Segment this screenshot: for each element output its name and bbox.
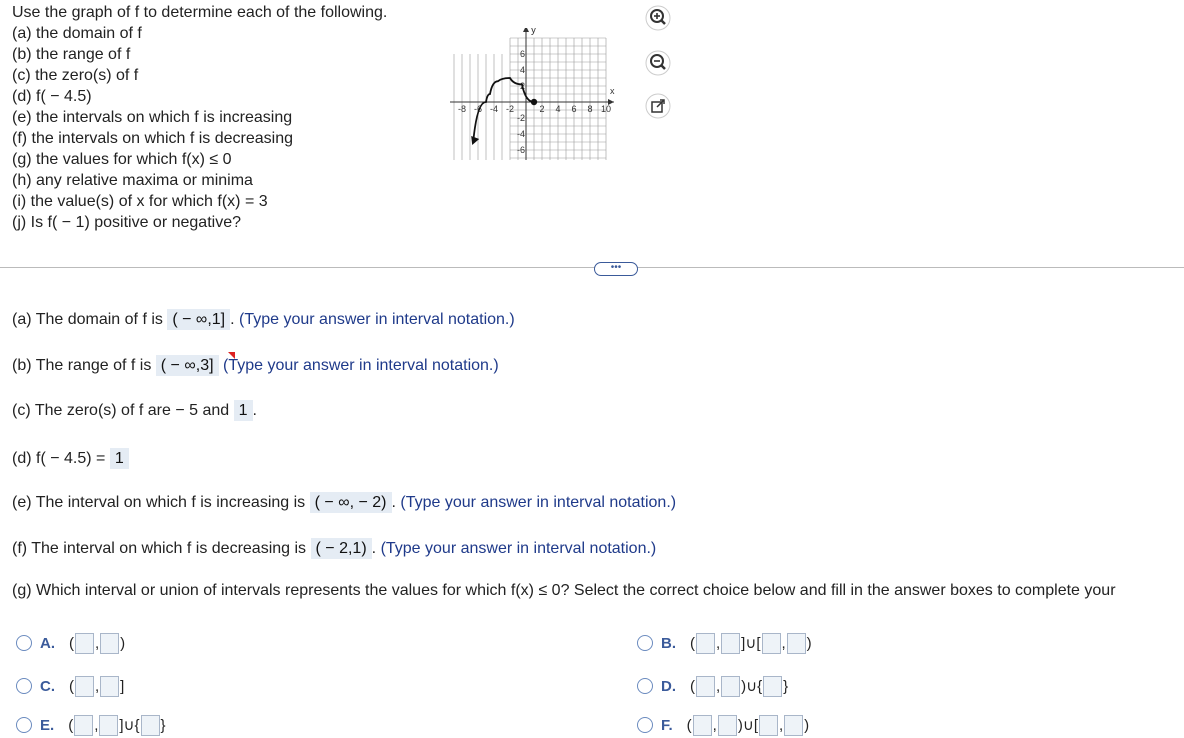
choice-a-letter: A. — [40, 634, 55, 652]
radio-f[interactable] — [637, 717, 653, 733]
radio-c[interactable] — [16, 678, 32, 694]
y-tick-label: 6 — [519, 49, 525, 59]
choice-e-mid: ]∪{ — [119, 717, 140, 734]
more-button[interactable]: ••• — [594, 262, 638, 276]
choice-b-comma-2: , — [781, 634, 786, 652]
choice-a-comma: , — [95, 634, 100, 652]
choice-b[interactable] — [637, 630, 812, 656]
answer-a — [12, 309, 515, 331]
choice-d-close: } — [783, 677, 789, 695]
answer-a-hint: (Type your answer in interval notation.) — [239, 311, 515, 328]
x-tick-label: 6 — [571, 104, 577, 114]
answer-a-suffix: . — [230, 311, 235, 328]
choice-e-letter: E. — [40, 716, 55, 734]
answer-d — [12, 448, 129, 470]
x-tick-label: 10 — [600, 104, 612, 114]
x-axis-label: x — [610, 86, 615, 96]
choice-b-input-4[interactable] — [787, 633, 806, 654]
problem-item-a: (a) the domain of f — [12, 25, 142, 42]
choice-f-close: ) — [804, 716, 810, 734]
answer-c-value1: − 5 — [175, 402, 198, 419]
choice-c-open: ( — [69, 677, 74, 695]
choice-b-letter: B. — [661, 634, 676, 652]
x-tick-label: 4 — [555, 104, 561, 114]
choice-c-close: ] — [120, 677, 125, 695]
answer-c — [12, 400, 257, 422]
choice-c-comma: , — [95, 677, 100, 695]
curve-endpoint — [531, 99, 537, 105]
choice-d-input-3[interactable] — [763, 676, 782, 697]
choice-e-open: ( — [68, 716, 74, 734]
answer-f-prefix: (f) The interval on which f is decreasing is — [12, 540, 307, 557]
section-divider — [0, 267, 1184, 268]
answer-c-suffix: . — [252, 402, 257, 419]
radio-e[interactable] — [16, 717, 32, 733]
choice-f-letter: F. — [661, 716, 673, 734]
problem-item-j: (j) Is f( − 1) positive or negative? — [12, 214, 241, 231]
choice-a-input-1[interactable] — [75, 633, 94, 654]
radio-b[interactable] — [637, 635, 653, 651]
problem-item-g: (g) the values for which f(x) ≤ 0 — [12, 151, 232, 168]
choice-a[interactable] — [16, 630, 125, 656]
answer-e-value[interactable]: ( − ∞, − 2) — [310, 492, 392, 513]
choice-c[interactable] — [16, 673, 124, 699]
choice-d-mid: )∪{ — [741, 678, 763, 695]
answer-e — [12, 492, 676, 514]
radio-d[interactable] — [637, 678, 653, 694]
answer-f-suffix: . — [371, 540, 377, 557]
choice-e-close: } — [160, 716, 166, 734]
y-tick-label: -2 — [516, 113, 525, 123]
answer-f-hint: (Type your answer in interval notation.) — [380, 540, 657, 557]
choice-d-input-1[interactable] — [696, 676, 715, 697]
x-tick-label: -8 — [457, 104, 467, 114]
zoom-out-icon[interactable] — [645, 50, 671, 76]
radio-a[interactable] — [16, 635, 32, 651]
answer-e-prefix: (e) The interval on which f is increasing is — [12, 494, 306, 511]
problem-item-f: (f) the intervals on which f is decreasing — [12, 130, 294, 147]
y-tick-label: 2 — [519, 81, 525, 91]
y-axis-arrow — [523, 28, 529, 32]
choice-f-mid: )∪[ — [737, 717, 758, 734]
answer-a-prefix: (a) The domain of f is — [12, 311, 163, 328]
choice-f-open: ( — [686, 716, 692, 734]
choice-a-close: ) — [120, 634, 126, 652]
choice-e[interactable] — [16, 712, 166, 738]
problem-item-i: (i) the value(s) of x for which f(x) = 3 — [12, 193, 268, 210]
problem-intro: Use the graph of f to determine each of the following. — [12, 4, 388, 21]
choice-b-close: ) — [806, 634, 812, 652]
choice-e-input-1[interactable] — [74, 715, 93, 736]
choice-d-letter: D. — [661, 677, 676, 695]
answer-a-value[interactable]: ( − ∞,1] — [167, 309, 230, 330]
answer-f-value[interactable]: ( − 2,1) — [311, 538, 372, 559]
answer-d-prefix: (d) f( − 4.5) = — [12, 450, 106, 467]
answer-f — [12, 538, 656, 560]
choice-d-comma: , — [716, 677, 721, 695]
choice-f-comma-2: , — [779, 716, 784, 734]
choice-e-input-2[interactable] — [99, 715, 118, 736]
choice-b-comma: , — [716, 634, 721, 652]
x-tick-label: 8 — [587, 104, 593, 114]
choice-d[interactable] — [637, 673, 788, 699]
popout-icon[interactable] — [645, 93, 671, 119]
choice-c-input-2[interactable] — [100, 676, 119, 697]
problem-item-h: (h) any relative maxima or minima — [12, 172, 253, 189]
choice-b-input-1[interactable] — [696, 633, 715, 654]
y-tick-label: -6 — [516, 145, 525, 155]
choice-c-input-1[interactable] — [75, 676, 94, 697]
choice-e-comma: , — [94, 716, 99, 734]
choice-f-input-4[interactable] — [784, 715, 803, 736]
graph-tick-labels — [458, 28, 615, 155]
choice-f-input-2[interactable] — [718, 715, 737, 736]
choice-f[interactable] — [637, 712, 809, 738]
answer-b — [12, 355, 499, 377]
problem-item-e: (e) the intervals on which f is increasing — [12, 109, 293, 126]
problem-item-d: (d) f( − 4.5) — [12, 88, 92, 105]
answer-b-value[interactable]: ( − ∞,3] — [156, 355, 219, 376]
answer-e-suffix: . — [391, 494, 396, 511]
answer-c-mid: and — [202, 402, 230, 419]
answer-b-prefix: (b) The range of f is — [12, 357, 152, 374]
x-tick-label: 2 — [539, 104, 545, 114]
answer-d-value[interactable]: 1 — [110, 448, 129, 469]
choice-d-input-2[interactable] — [721, 676, 740, 697]
y-axis-label: y — [531, 28, 536, 36]
x-tick-label: -4 — [489, 104, 499, 114]
function-graph — [450, 28, 640, 160]
answer-c-value2[interactable]: 1 — [234, 400, 253, 421]
choice-a-input-2[interactable] — [100, 633, 119, 654]
choice-b-mid: ]∪[ — [741, 635, 761, 652]
choice-c-letter: C. — [40, 677, 55, 695]
answer-c-prefix: (c) The zero(s) of f are — [12, 402, 171, 419]
choice-f-input-1[interactable] — [693, 715, 712, 736]
y-tick-label: -4 — [516, 129, 525, 139]
x-tick-label: -2 — [505, 104, 515, 114]
choice-b-open: ( — [690, 634, 695, 652]
choice-d-open: ( — [690, 677, 695, 695]
question-g — [12, 580, 1184, 602]
choice-b-input-3[interactable] — [762, 633, 781, 654]
x-tick-label: -6 — [473, 104, 483, 114]
answer-b-hint: (Type your answer in interval notation.) — [223, 357, 499, 374]
answer-e-hint: (Type your answer in interval notation.) — [400, 494, 677, 511]
feedback-flag — [228, 352, 235, 359]
question-g-text: (g) Which interval or union of intervals represents the values for which f(x) ≤ 0? Select the correct choice below and fill in the answer boxes to complete your — [12, 582, 1116, 599]
choice-f-comma: , — [712, 716, 717, 734]
problem-item-c: (c) the zero(s) of f — [12, 67, 139, 84]
choice-f-input-3[interactable] — [759, 715, 778, 736]
y-tick-label: 4 — [519, 65, 525, 75]
choice-a-open: ( — [69, 634, 74, 652]
zoom-in-icon[interactable] — [645, 5, 671, 31]
choice-e-input-3[interactable] — [141, 715, 160, 736]
choice-b-input-2[interactable] — [721, 633, 740, 654]
problem-item-b: (b) the range of f — [12, 46, 131, 63]
